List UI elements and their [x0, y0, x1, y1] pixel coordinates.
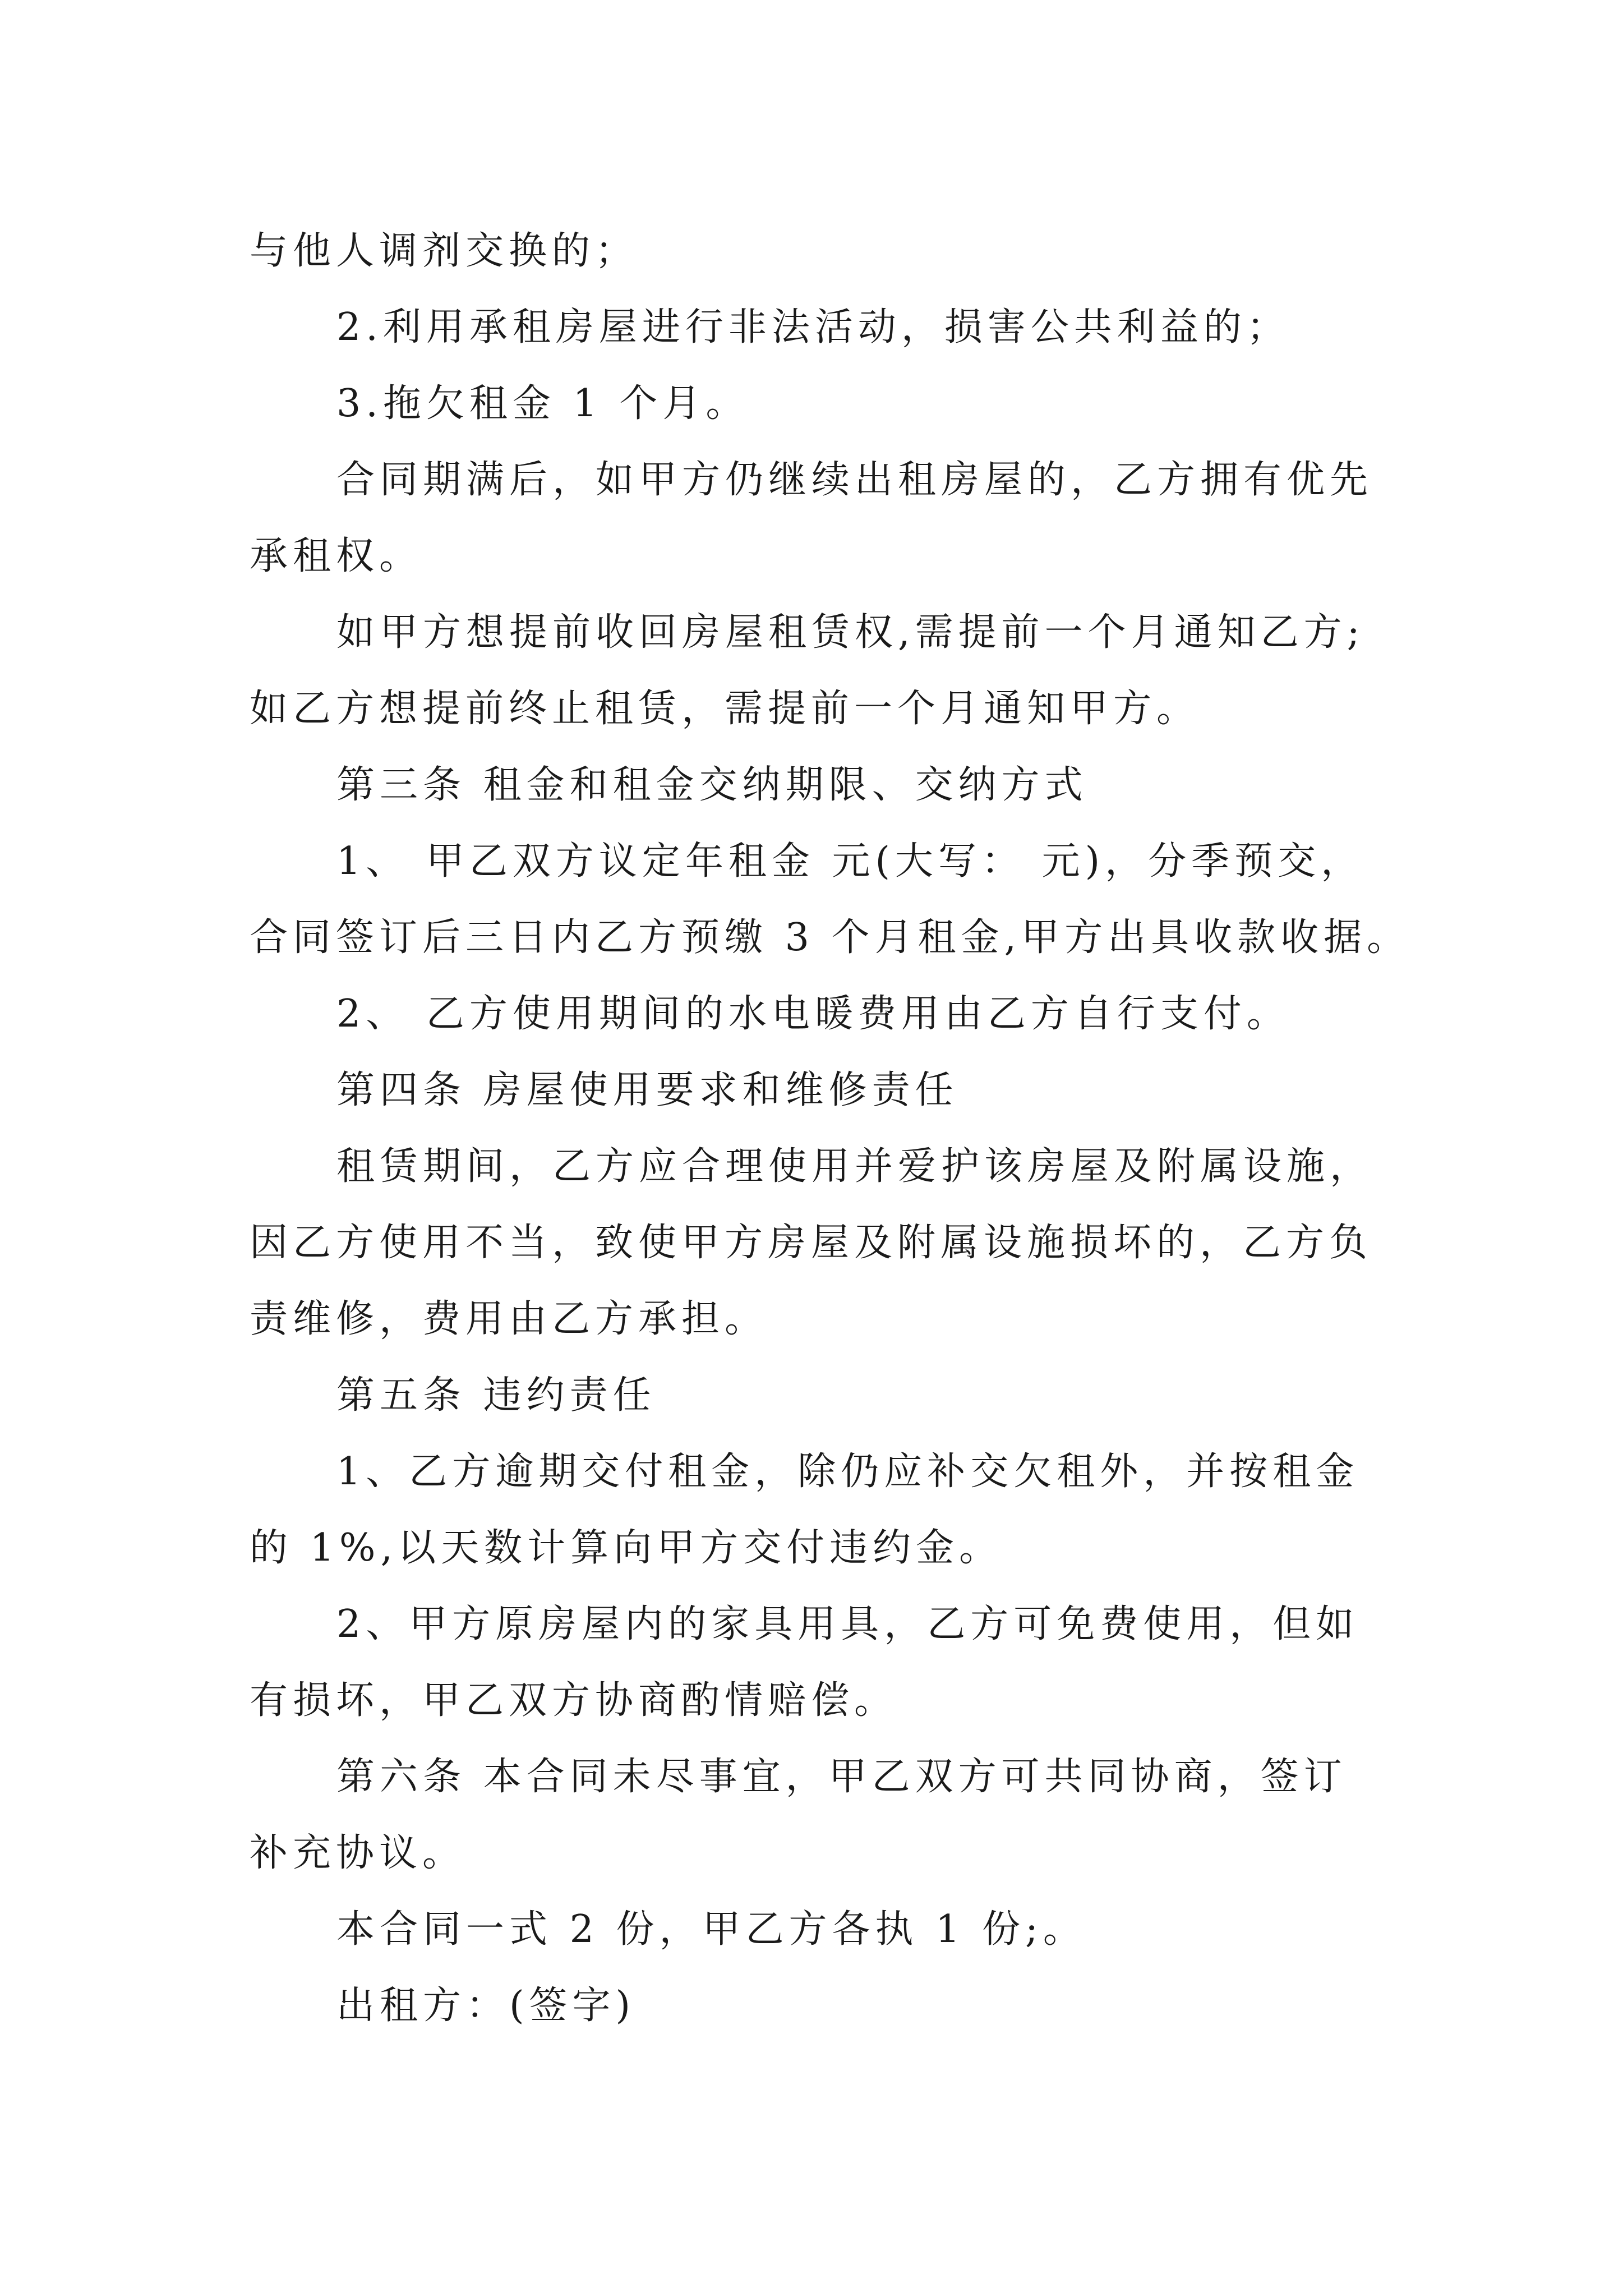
text-line: 1、乙方逾期交付租金，除仍应补交欠租外，并按租金	[336, 1450, 1359, 1494]
text-line: 补充协议。	[250, 1831, 466, 1875]
text-line: 2、 乙方使用期间的水电暖费用由乙方自行支付。	[336, 992, 1290, 1036]
text-line: 第三条 租金和租金交纳期限、交纳方式	[336, 763, 1088, 807]
text-line: 承租权。	[250, 534, 423, 578]
text-line: 第五条 违约责任	[336, 1373, 656, 1418]
paragraph	[250, 289, 1394, 366]
text-line: 与他人调剂交换的；	[250, 229, 639, 273]
paragraph	[250, 213, 1394, 289]
paragraph	[250, 823, 1410, 976]
text-line: 有损坏，甲乙双方协商酌情赔偿。	[250, 1678, 898, 1723]
paragraph	[250, 1968, 1394, 2044]
text-line: 如甲方想提前收回房屋租赁权,需提前一个月通知乙方;	[336, 610, 1365, 655]
text-line: 因乙方使用不当，致使甲方房屋及附属设施损坏的，乙方负	[250, 1221, 1373, 1265]
text-line: 合同期满后，如甲方仍继续出租房屋的，乙方拥有优先	[336, 458, 1373, 502]
paragraph	[250, 1358, 1394, 1434]
text-line: 的 1%,以天数计算向甲方交付违约金。	[250, 1526, 1003, 1570]
document-body	[250, 213, 1410, 2044]
text-line: 第四条 房屋使用要求和维修责任	[336, 1068, 958, 1112]
text-line: 第六条 本合同未尽事宜，甲乙双方可共同协商，签订	[336, 1755, 1347, 1799]
paragraph	[250, 976, 1394, 1052]
text-line: 3.拖欠租金 1 个月。	[336, 381, 749, 426]
paragraph	[250, 747, 1394, 823]
paragraph	[250, 366, 1394, 442]
text-line: 出租方：(签字)	[336, 1984, 636, 2028]
paragraph	[250, 442, 1394, 595]
paragraph	[250, 1586, 1394, 1739]
text-line: 本合同一式 2 份，甲乙方各执 1 份;。	[336, 1907, 1086, 1952]
text-line: 责维修，费用由乙方承担。	[250, 1297, 768, 1341]
text-line: 合同签订后三日内乙方预缴 3 个月租金,甲方出具收款收据。	[250, 915, 1410, 960]
paragraph	[250, 1739, 1394, 1892]
paragraph	[250, 1434, 1394, 1586]
text-line: 租赁期间，乙方应合理使用并爱护该房屋及附属设施，	[336, 1144, 1373, 1189]
paragraph	[250, 1052, 1394, 1129]
paragraph	[250, 1129, 1394, 1358]
text-line: 2、甲方原房屋内的家具用具，乙方可免费使用，但如	[336, 1602, 1359, 1646]
text-line: 如乙方想提前终止租赁，需提前一个月通知甲方。	[250, 687, 1200, 731]
paragraph	[250, 1892, 1394, 1968]
text-line: 2.利用承租房屋进行非法活动，损害公共利益的；	[336, 305, 1290, 349]
paragraph	[250, 595, 1394, 747]
text-line: 1、 甲乙双方议定年租金 元(大写： 元)，分季预交，	[336, 839, 1364, 884]
